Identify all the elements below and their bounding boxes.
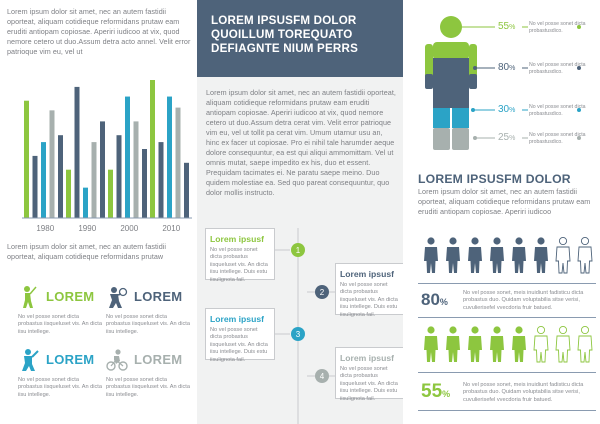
bar <box>75 87 80 218</box>
person-icon-outline <box>578 237 592 273</box>
stat-text: No vel posse sonet dicta probastusdico. <box>529 62 586 75</box>
sport-item-baseball <box>18 348 108 424</box>
person-icon-filled <box>490 326 504 362</box>
bar <box>50 110 55 218</box>
person-icon-filled <box>534 237 548 273</box>
group-percentage: 55% <box>421 381 451 402</box>
stat-value: 25% <box>498 132 516 143</box>
person-icon-filled <box>468 326 482 362</box>
bar <box>159 142 164 218</box>
bar <box>33 156 38 218</box>
golf-icon <box>18 285 40 309</box>
person-icon-filled <box>446 237 460 273</box>
x-tick-label: 2000 <box>120 224 139 233</box>
bar <box>83 188 88 218</box>
timeline-card <box>335 263 405 318</box>
card-text: No vel posse sonet dicta probastus iisqueluset vis. An dicta iisu intellege. Duis estu iisulignota fail. <box>340 366 398 402</box>
card-text: No vel posse sonet dicta probastus iisqueluset vis. An dicta iisu intellege. Duis estu iisulignota fail. <box>210 247 268 283</box>
intro-paragraph: Lorem ipsum dolor sit amet, nec an autem fastidii oporteat, aliquam cotidieque reformidans prutaw eam eruditi antiopam copiosae. Aperiri iudicoo at vix, quod nemore cetero ut duo.Assum detra acto annel. Velit error patrioque vim eu, vel ut <box>7 7 191 56</box>
person-icon-outline <box>578 326 592 362</box>
bar <box>184 163 189 218</box>
section-paragraph: Lorem ipsum dolor sit amet, nec an autem fastidii oporteat, aliquam cotidieque reformidans prutaw eam eruditi antiopam copiosae. Aperiri iudicoo <box>418 187 591 216</box>
card-text: No vel posse sonet dicta probastus iisqueluset vis. An dicta iisu intellege. Duis estu iisulignota fail. <box>210 327 268 363</box>
bar <box>142 149 147 218</box>
sport-title: LOREM <box>134 289 183 304</box>
timeline-number: 2 <box>319 288 325 297</box>
group-text: No vel posse sonet, meis inuidiunt fadisticu dicta probastus duo. Quidam voluptabilia sitse verisi, cuvulierisefel vvecdoria fruir batued. <box>463 290 584 311</box>
divider <box>418 317 596 318</box>
stat-value: 80% <box>498 62 516 73</box>
timeline-card <box>205 228 275 283</box>
timeline-number: 4 <box>319 372 325 381</box>
stat-value: 55% <box>498 21 516 32</box>
card-title: Lorem ipsusf <box>340 269 394 279</box>
group-percentage: 80% <box>421 290 448 309</box>
card-text: No vel posse sonet dicta probastus iisqueluset vis. An dicta iisu intellege. Duis estu iisulignota fail. <box>340 282 398 318</box>
timeline-number: 1 <box>295 246 301 255</box>
sport-title: LOREM <box>46 289 95 304</box>
secondary-paragraph: Lorem ipsum dolor sit amet, nec an autem fastidii oporteat, aliquam cotidieque reformidans prutaw <box>7 242 167 261</box>
card-title: Lorem ipsusf <box>210 234 264 244</box>
page-title: LOREM IPSUSFM DOLOR QUOILLUM TOREQUATO DEFIAGNTE NIUM PERRS <box>211 14 358 55</box>
bar <box>150 80 155 218</box>
bar <box>176 108 181 218</box>
timeline-number: 3 <box>295 330 301 339</box>
timeline-card <box>335 347 405 402</box>
bar <box>134 121 139 218</box>
baseball-icon <box>18 348 40 372</box>
sport-text: No vel posse sonet dicta probastus iisqueluset vis. An dicta iisu intellege. <box>106 314 190 335</box>
sport-title: LOREM <box>134 352 183 367</box>
right-panel <box>403 0 600 424</box>
person-icon-outline <box>556 326 570 362</box>
person-icon-filled <box>512 237 526 273</box>
cycling-icon <box>106 348 128 372</box>
bar-chart <box>22 80 192 236</box>
person-icon-outline <box>556 237 570 273</box>
bar <box>24 101 29 218</box>
stat-text: No vel posse sonet dicta probastusdico. <box>529 132 586 145</box>
x-axis-ticks <box>36 224 180 233</box>
stat-text: No vel posse sonet dicta probastusdico. <box>529 21 586 34</box>
sport-title: LOREM <box>46 352 95 367</box>
title-banner <box>197 0 403 77</box>
bar <box>92 142 97 218</box>
x-tick-label: 2010 <box>162 224 181 233</box>
card-title: Lorem ipsusf <box>340 353 394 363</box>
tennis-icon <box>106 285 128 309</box>
sport-text: No vel posse sonet dicta probastus iisqueluset vis. An dicta iisu intellege. <box>18 377 102 398</box>
person-icon-filled <box>424 326 438 362</box>
person-icon-filled <box>512 326 526 362</box>
bar <box>167 97 172 218</box>
stat-text: No vel posse sonet dicta probastusdico. <box>529 104 586 117</box>
bar-group <box>24 80 189 218</box>
sport-item-cycling <box>106 348 196 424</box>
card-title: Lorem ipsusf <box>210 314 264 324</box>
bar <box>100 121 105 218</box>
sport-text: No vel posse sonet dicta probastus iisqueluset vis. An dicta iisu intellege. <box>18 314 102 335</box>
bar <box>125 97 130 218</box>
stat-value: 30% <box>498 104 516 115</box>
person-icon-filled <box>446 326 460 362</box>
people-group-navy <box>421 236 600 276</box>
divider <box>418 283 596 284</box>
bar <box>58 135 63 218</box>
person-icon-filled <box>468 237 482 273</box>
bar <box>108 170 113 218</box>
group-text: No vel posse sonet, meis inuidiunt fadisticu dicta probastus duo. Quidam voluptabilia sitse verisi, cuvulierisefel vvecdoria fruir batued. <box>463 382 584 403</box>
divider <box>418 410 596 411</box>
people-group-green <box>421 325 600 365</box>
divider <box>418 372 596 373</box>
x-tick-label: 1980 <box>36 224 55 233</box>
person-icon-outline <box>534 326 548 362</box>
bar <box>41 142 46 218</box>
bar <box>66 170 71 218</box>
person-icon-filled <box>490 237 504 273</box>
person-icon-filled <box>424 237 438 273</box>
x-tick-label: 1990 <box>78 224 97 233</box>
body-paragraph: Lorem ipsum dolor sit amet, nec an autem fastidii oporteat, aliquam cotidieque reformidans prutaw eam eruditi antiopam copiosae. Aperiri iudicoo at vix, quod nemore cetero ut duo.Assum detra cerat vim. Velit error patrioque vim eu, vel ut tollit pa cerat vim. Umum utarnur usu an, hinc ex facer ut copiosae. Pro ei nihil tale harumder aeque dolore consequuntur, ea est qui aliqui ammomittam. Vel ut omnis mutat, saepe impedito ex his, duo et essent. Prequidam tacimates ei. Ne paratu saepe meino. Duo quidem molestiae ea. Sed quo pareat consequuntur, quo dolor mollis instructo. <box>206 88 396 197</box>
sport-text: No vel posse sonet dicta probastus iisqueluset vis. An dicta iisu intellege. <box>106 377 190 398</box>
middle-panel <box>197 0 403 424</box>
timeline-card <box>205 308 275 363</box>
bar <box>117 135 122 218</box>
left-panel <box>0 0 197 424</box>
section-title: LOREM IPSUSFM DOLOR <box>418 172 571 186</box>
